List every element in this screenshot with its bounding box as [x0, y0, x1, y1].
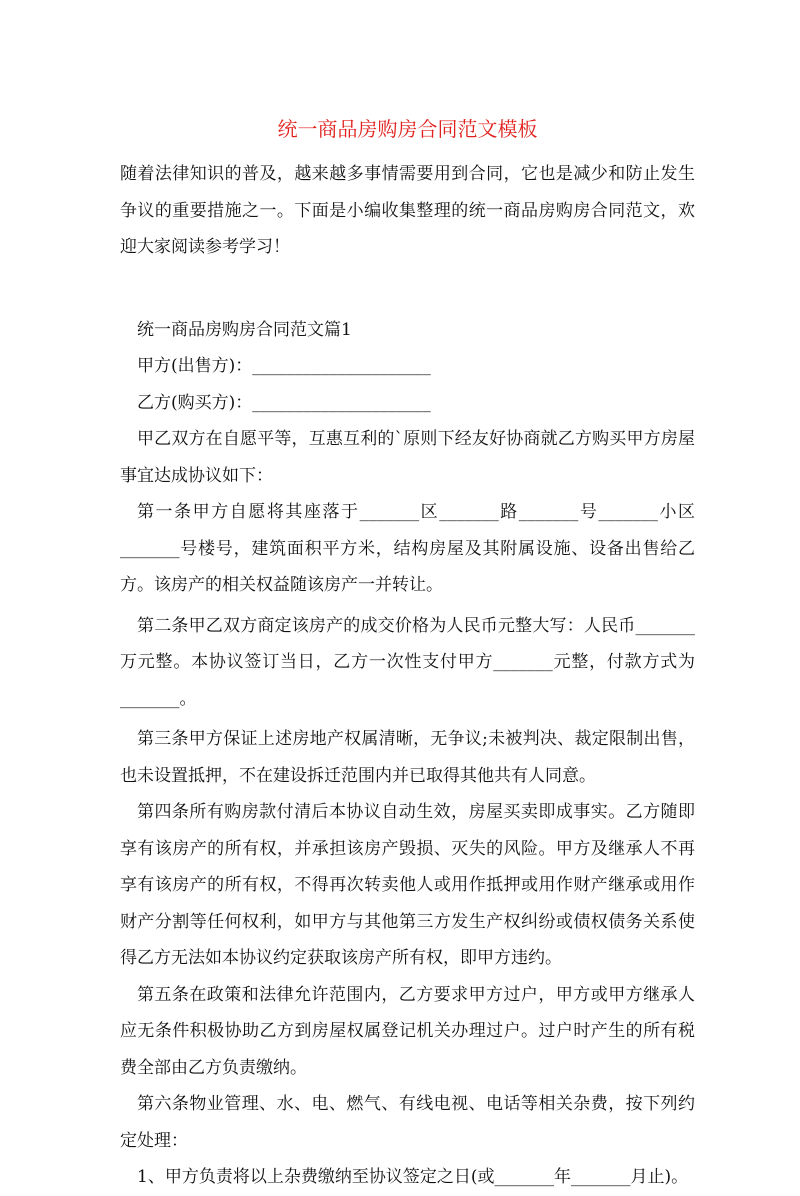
item-1: 1、甲方负责将以上杂费缴纳至协议签定之日(或_______年_______月止)。 [137, 1167, 689, 1187]
article-3: 第三条甲方保证上述房地产权属清晰，无争议;未被判决、裁定限制出售，也未设置抵押，不在建设拆迁范围内并已取得其他共有人同意。 [120, 729, 695, 786]
article-1: 第一条甲方自愿将其座落于_______区_______路_______号_______小区_______号楼号，建筑面积平方米，结构房屋及其附属设施、设备出售给乙方。该房产的相关权益随该房产一并转让。 [120, 502, 695, 595]
section-heading: 统一商品房购房合同范文篇1 [137, 319, 352, 340]
party-b-line: 乙方(购买方)：_____________________ [137, 392, 431, 413]
document-title: 统一商品房购房合同范文模板 [277, 117, 538, 141]
article-2: 第二条甲乙双方商定该房产的成交价格为人民币元整大写：人民币_______万元整。本协议签订当日，乙方一次性支付甲方_______元整，付款方式为_______。 [120, 615, 695, 709]
article-4: 第四条所有购房款付清后本协议自动生效，房屋买卖即成事实。乙方随即享有该房产的所有权，并承担该房产毁损、灭失的风险。甲方及继承人不再享有该房产的所有权，不得再次转卖他人或用作抵押或用作财产继承或用作财产分割等任何权利，如甲方与其他第三方发生产权纠纷或债权债务关系使得乙方无法如本协议约定获取该房产所有权，即甲方违约。 [120, 802, 695, 968]
intro-paragraph: 随着法律知识的普及，越来越多事情需要用到合同，它也是减少和防止发生争议的重要措施之一。下面是小编收集整理的统一商品房购房合同范文，欢迎大家阅读参考学习！ [120, 164, 695, 257]
document-page [120, 112, 695, 1196]
article-5: 第五条在政策和法律允许范围内，乙方要求甲方过户，甲方或甲方继承人应无条件积极协助乙方到房屋权属登记机关办理过户。过户时产生的所有税费全部由乙方负责缴纳。 [120, 984, 695, 1078]
section-spacer [120, 266, 695, 312]
preamble-paragraph: 甲乙双方在自愿平等，互惠互利的`原则下经友好协商就乙方购买甲方房屋事宜达成协议如下： [120, 429, 695, 486]
party-a-line: 甲方(出售方)：_____________________ [137, 356, 431, 376]
article-6: 第六条物业管理、水、电、燃气、有线电视、电话等相关杂费，按下列约定处理： [120, 1094, 695, 1151]
